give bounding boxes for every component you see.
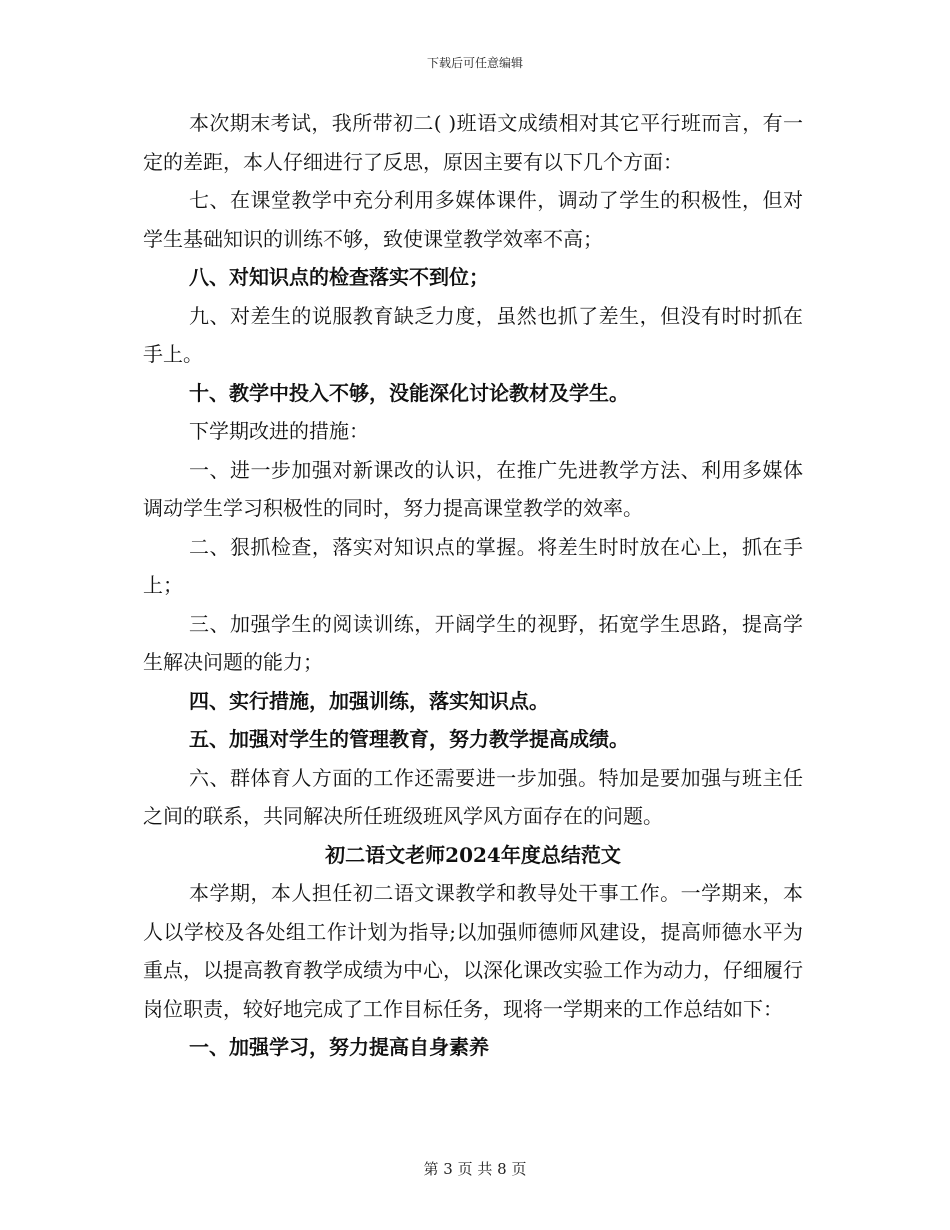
paragraph-item-8: 八、对知识点的检查落实不到位； <box>189 265 489 289</box>
page-header: 下载后可任意编辑 <box>426 56 523 70</box>
paragraph-item-7: 七、在课堂教学中充分利用多媒体课件，调动了学生的积极性，但对学生基础知识的训练不够，致使课堂教学效率不高； <box>143 188 803 251</box>
paragraph-summary-intro: 本学期，本人担任初二语文课教学和教导处干事工作。一学期来，本人以学校及各处组工作计划为指导;以加强师德师风建设，提高师德水平为重点，以提高教育教学成绩为中心，以深化课改实验工作为动力，仔细履行岗位职责，较好地完成了工作目标任务，现将一学期来的工作总结如下： <box>143 881 803 1021</box>
paragraph-measure-1: 一、进一步加强对新课改的认识，在推广先进教学方法、利用多媒体调动学生学习积极性的同时，努力提高课堂教学的效率。 <box>143 457 803 520</box>
paragraph-measure-3: 三、加强学生的阅读训练，开阔学生的视野，拓宽学生思路，提高学生解决问题的能力； <box>143 611 803 674</box>
page-footer: 第 3 页 共 8 页 <box>423 1160 527 1178</box>
paragraph-measure-6: 六、群体育人方面的工作还需要进一步加强。特加是要加强与班主任之间的联系，共同解决所任班级班风学风方面存在的问题。 <box>143 765 803 828</box>
paragraph-measure-5: 五、加强对学生的管理教育，努力教学提高成绩。 <box>189 727 629 751</box>
paragraph-item-10: 十、教学中投入不够，没能深化讨论教材及学生。 <box>189 380 629 405</box>
paragraph-summary-heading-1: 一、加强学习，努力提高自身素养 <box>189 1035 489 1059</box>
paragraph-measure-2: 二、狠抓检查，落实对知识点的掌握。将差生时时放在心上，抓在手上； <box>143 534 803 597</box>
paragraph-improvements-heading: 下学期改进的措施： <box>189 419 369 443</box>
document-body <box>143 104 803 1067</box>
paragraph-intro: 本次期末考试，我所带初二( )班语文成绩相对其它平行班而言，有一定的差距，本人仔细进行了反思，原因主要有以下几个方面： <box>143 111 803 174</box>
section-title: 初二语文老师2024年度总结范文 <box>325 842 621 867</box>
paragraph-item-9: 九、对差生的说服教育缺乏力度，虽然也抓了差生，但没有时时抓在手上。 <box>143 303 803 366</box>
paragraph-measure-4: 四、实行措施，加强训练，落实知识点。 <box>189 688 549 713</box>
